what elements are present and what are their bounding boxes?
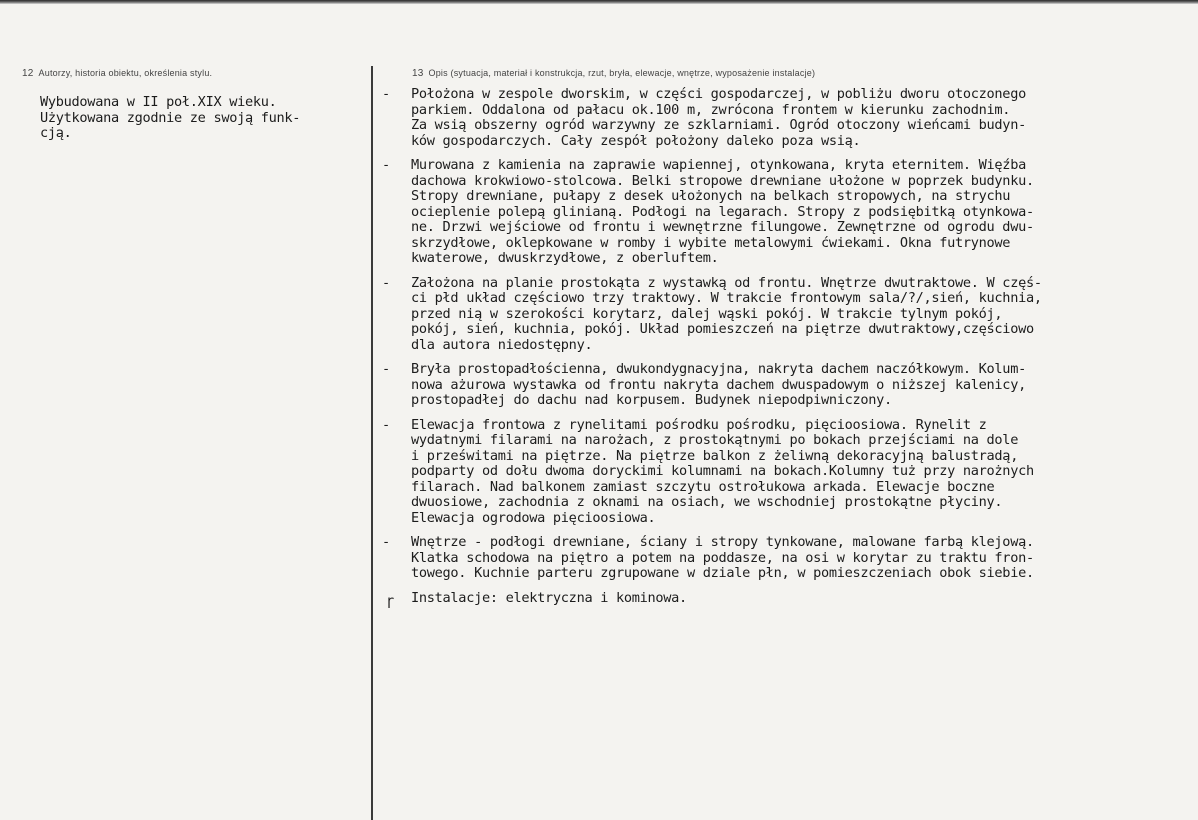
text-line: cją. — [40, 125, 72, 141]
bullet-dash: - — [382, 534, 390, 550]
left-header-number: 12 — [22, 68, 34, 79]
bullet-dash: - — [382, 86, 390, 102]
description-paragraphs — [382, 87, 1188, 615]
bullet-dash: - — [382, 274, 390, 291]
right-header-title: Opis (sytuacja, materiał i konstrukcja, rzut, bryła, elewacje, wnętrze, wyposażenie instalacje) — [428, 68, 816, 78]
paragraph-construction — [382, 158, 1188, 267]
text-line: dwuosiowe, zachodnia z oknami na osiach, we wschodniej prostokątne płyciny. — [411, 494, 1003, 510]
text-line: skrzydłowe, oklepkowane w romby i wybite metalowymi ćwiekami. Okna futrynowe — [411, 234, 1011, 251]
text-line: ocieplenie polepą glinianą. Podłogi na legarach. Stropy z podsiębitką otynkowa- — [411, 203, 1034, 220]
right-column-header — [412, 68, 815, 79]
text-line: dla autora niedostępny. — [411, 336, 593, 353]
left-column-header — [22, 68, 212, 79]
bullet-dash: - — [382, 157, 390, 173]
text-line: Położona w zespole dworskim, w części gospodarczej, w pobliżu dworu otoczonego — [411, 86, 1026, 102]
text-line: wydatnymi filarami na narożach, z prostokątnymi po bokach przejściami na dole — [411, 432, 1019, 448]
text-line: dachowa krokwiowo-stolcowa. Belki stropowe drewniane ułożone w poprzek budynku. — [411, 172, 1034, 189]
text-line: ków gospodarczych. Cały zespół położony daleko poza wsią. — [411, 132, 861, 149]
text-line: pokój, sień, kuchnia, pokój. Układ pomieszczeń na piętrze dwutraktowy,częściowo — [411, 321, 1034, 337]
text-line: Elewacja ogrodowa pięcioosiowa. — [411, 509, 656, 526]
text-line: Wybudowana w II poł.XIX wieku. — [40, 94, 277, 110]
text-line: Użytkowana zgodnie ze swoją funk- — [40, 109, 301, 126]
text-line: Murowana z kamienia na zaprawie wapiennej, otynkowana, kryta eternitem. Więźba — [411, 157, 1026, 173]
text-line: nowa ażurowa wystawka od frontu nakryta dachem dwuspadowym o niższej kalenicy, — [411, 376, 1026, 393]
text-line: towego. Kuchnie parteru zgrupowane w dziale płn, w pomieszczeniach obok siebie. — [411, 565, 1034, 581]
text-line: ne. Drzwi wejściowe od frontu i wewnętrzne filungowe. Zewnętrzne od ogrodu dwu- — [411, 219, 1034, 235]
text-line: Klatka schodowa na piętro a potem na poddasze, na osi w korytar zu traktu fron- — [411, 549, 1034, 566]
right-column — [374, 4, 1198, 820]
bullet-dash: - — [382, 416, 390, 433]
left-header-title: Autorzy, historia obiektu, określenia stylu. — [38, 68, 213, 78]
text-line: i prześwitami na piętrze. Na piętrze balkon z żeliwną dekoracyjną balustradą, — [411, 447, 1019, 464]
left-column-text — [40, 95, 360, 142]
column-divider — [371, 66, 373, 820]
paragraph-installations — [382, 591, 1188, 607]
text-line: Za wsią obszerny ogród warzywny ze szklarniami. Ogród otoczony wieńcami budyn- — [411, 117, 1026, 133]
text-line: podparty od dołu dwoma doryckimi kolumnami na bokach.Kolumny tuż przy narożnych — [411, 463, 1034, 479]
text-line: parkiem. Oddalona od pałacu ok.100 m, zwrócona frontem w kierunku zachodnim. — [411, 101, 1011, 118]
left-column — [0, 4, 372, 820]
paragraph-location — [382, 87, 1188, 149]
text-line: Instalacje: elektryczna i kominowa. — [411, 589, 687, 606]
text-line: prostopadłej do dachu nad korpusem. Budynek niepodpiwniczony. — [411, 392, 892, 408]
paragraph-massing — [382, 362, 1188, 409]
bullet-mark: ɼ — [386, 592, 394, 609]
record-card-sheet — [0, 4, 1198, 820]
right-header-number: 13 — [412, 68, 424, 79]
text-line: Założona na planie prostokąta z wystawką od frontu. Wnętrze dwutraktowe. W częś- — [411, 274, 1042, 291]
paragraph-elevations — [382, 418, 1188, 527]
paragraph-interior — [382, 535, 1188, 582]
text-line: filarach. Nad balkonem zamiast szczytu ostrołukowa arkada. Elewacje boczne — [411, 478, 995, 495]
text-line: Wnętrze - podłogi drewniane, ściany i stropy tynkowane, malowane farbą klejową. — [411, 534, 1034, 550]
text-line: przed nią w szerokości korytarz, dalej wąski pokój. W trakcie tylnym pokój, — [411, 305, 1003, 322]
text-line: Bryła prostopadłościenna, dwukondygnacyjna, nakryta dachem naczółkowym. Kolum- — [411, 361, 1026, 377]
paragraph-floor-plan — [382, 276, 1188, 354]
text-line: kwaterowe, dwuskrzydłowe, z oberluftem. — [411, 250, 719, 266]
text-line: Elewacja frontowa z rynelitami pośrodku pośrodku, pięcioosiowa. Rynelit z — [411, 416, 987, 433]
text-line: Stropy drewniane, pułapy z desek ułożonych na belkach stropowych, na strychu — [411, 188, 1011, 204]
text-line: ci płd układ częściowo trzy traktowy. W trakcie frontowym sala/?/,sień, kuchnia, — [411, 290, 1042, 306]
bullet-dash: - — [382, 361, 390, 377]
